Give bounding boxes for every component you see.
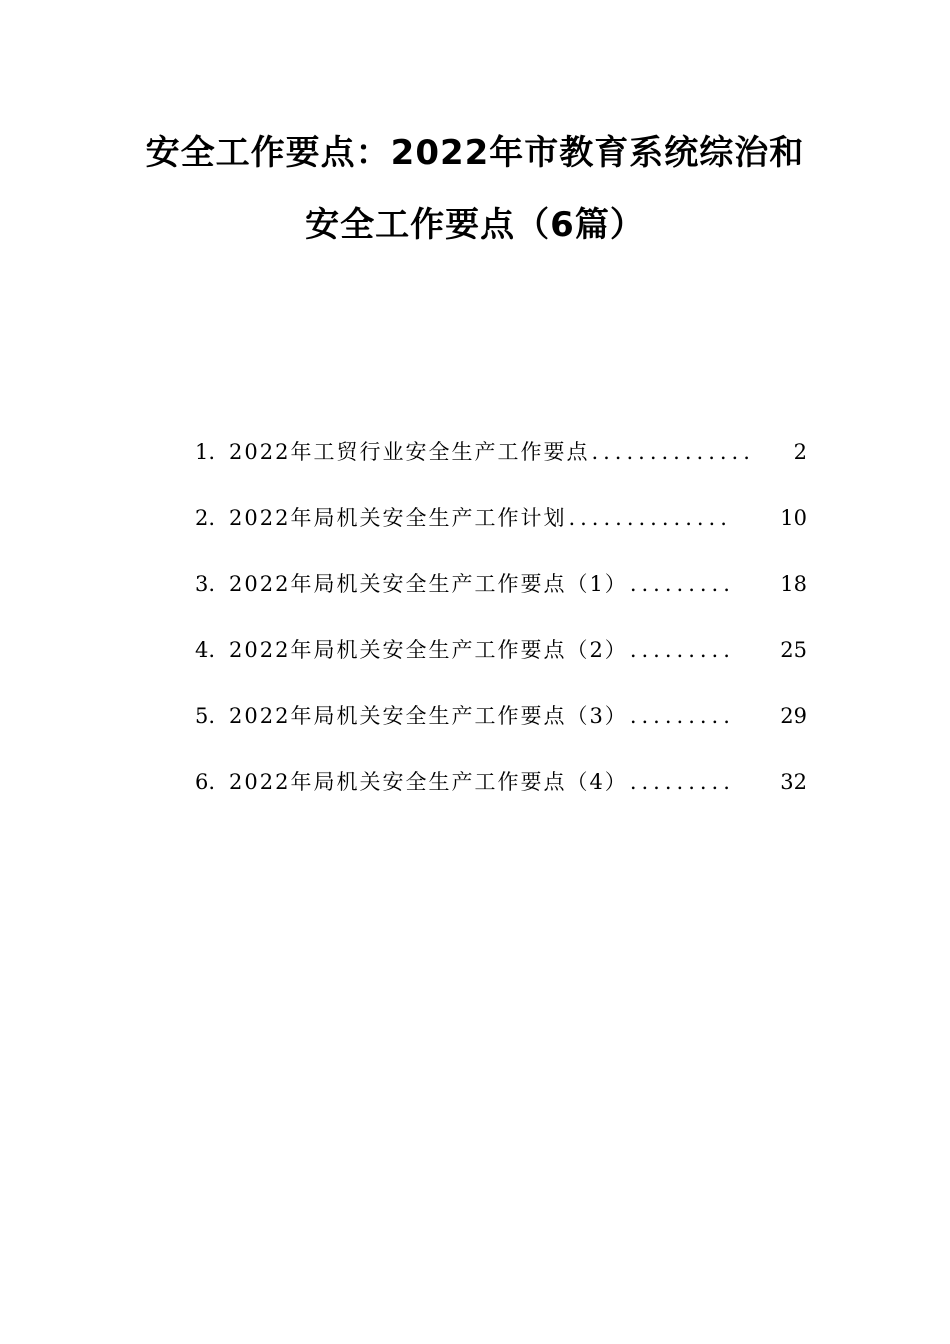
toc-entry-1[interactable] bbox=[195, 430, 807, 496]
toc-page-number: 29 bbox=[780, 704, 807, 728]
toc-entry-number: 6. bbox=[195, 770, 216, 794]
toc-leader-dots: ......... bbox=[629, 770, 735, 794]
toc-entry-number: 5. bbox=[195, 704, 216, 728]
toc-leader-dots: .............. bbox=[568, 506, 732, 530]
toc-page-number: 10 bbox=[780, 506, 807, 530]
toc-entry-number: 2. bbox=[195, 506, 216, 530]
toc-entry-number: 1. bbox=[195, 440, 216, 464]
toc-entry-title: 2022年局机关安全生产工作计划 bbox=[229, 506, 567, 530]
toc-entry-title: 2022年局机关安全生产工作要点（4） bbox=[229, 770, 628, 794]
toc-entry-2[interactable] bbox=[195, 496, 807, 562]
toc-entry-4[interactable] bbox=[195, 628, 807, 694]
toc-page-number: 2 bbox=[793, 440, 807, 464]
toc-entry-5[interactable] bbox=[195, 694, 807, 760]
toc-leader-dots: ......... bbox=[629, 704, 735, 728]
toc-entry-number: 4. bbox=[195, 638, 216, 662]
toc-entry-number: 3. bbox=[195, 572, 216, 596]
toc-entry-title: 2022年局机关安全生产工作要点（3） bbox=[229, 704, 628, 728]
toc-entry-title: 2022年局机关安全生产工作要点（2） bbox=[229, 638, 628, 662]
toc-leader-dots: .............. bbox=[591, 440, 755, 464]
table-of-contents bbox=[195, 430, 807, 826]
toc-page-number: 32 bbox=[780, 770, 807, 794]
toc-entry-title: 2022年工贸行业安全生产工作要点 bbox=[229, 440, 590, 464]
toc-entry-6[interactable] bbox=[195, 760, 807, 826]
toc-entry-title: 2022年局机关安全生产工作要点（1） bbox=[229, 572, 628, 596]
toc-page-number: 18 bbox=[780, 572, 807, 596]
document-title-line-1: 安全工作要点：2022年市教育系统综治和 bbox=[145, 133, 805, 173]
toc-leader-dots: ......... bbox=[629, 572, 735, 596]
document-title-line-2: 安全工作要点（6篇） bbox=[305, 205, 645, 245]
toc-leader-dots: ......... bbox=[629, 638, 735, 662]
toc-page-number: 25 bbox=[780, 638, 807, 662]
toc-entry-3[interactable] bbox=[195, 562, 807, 628]
